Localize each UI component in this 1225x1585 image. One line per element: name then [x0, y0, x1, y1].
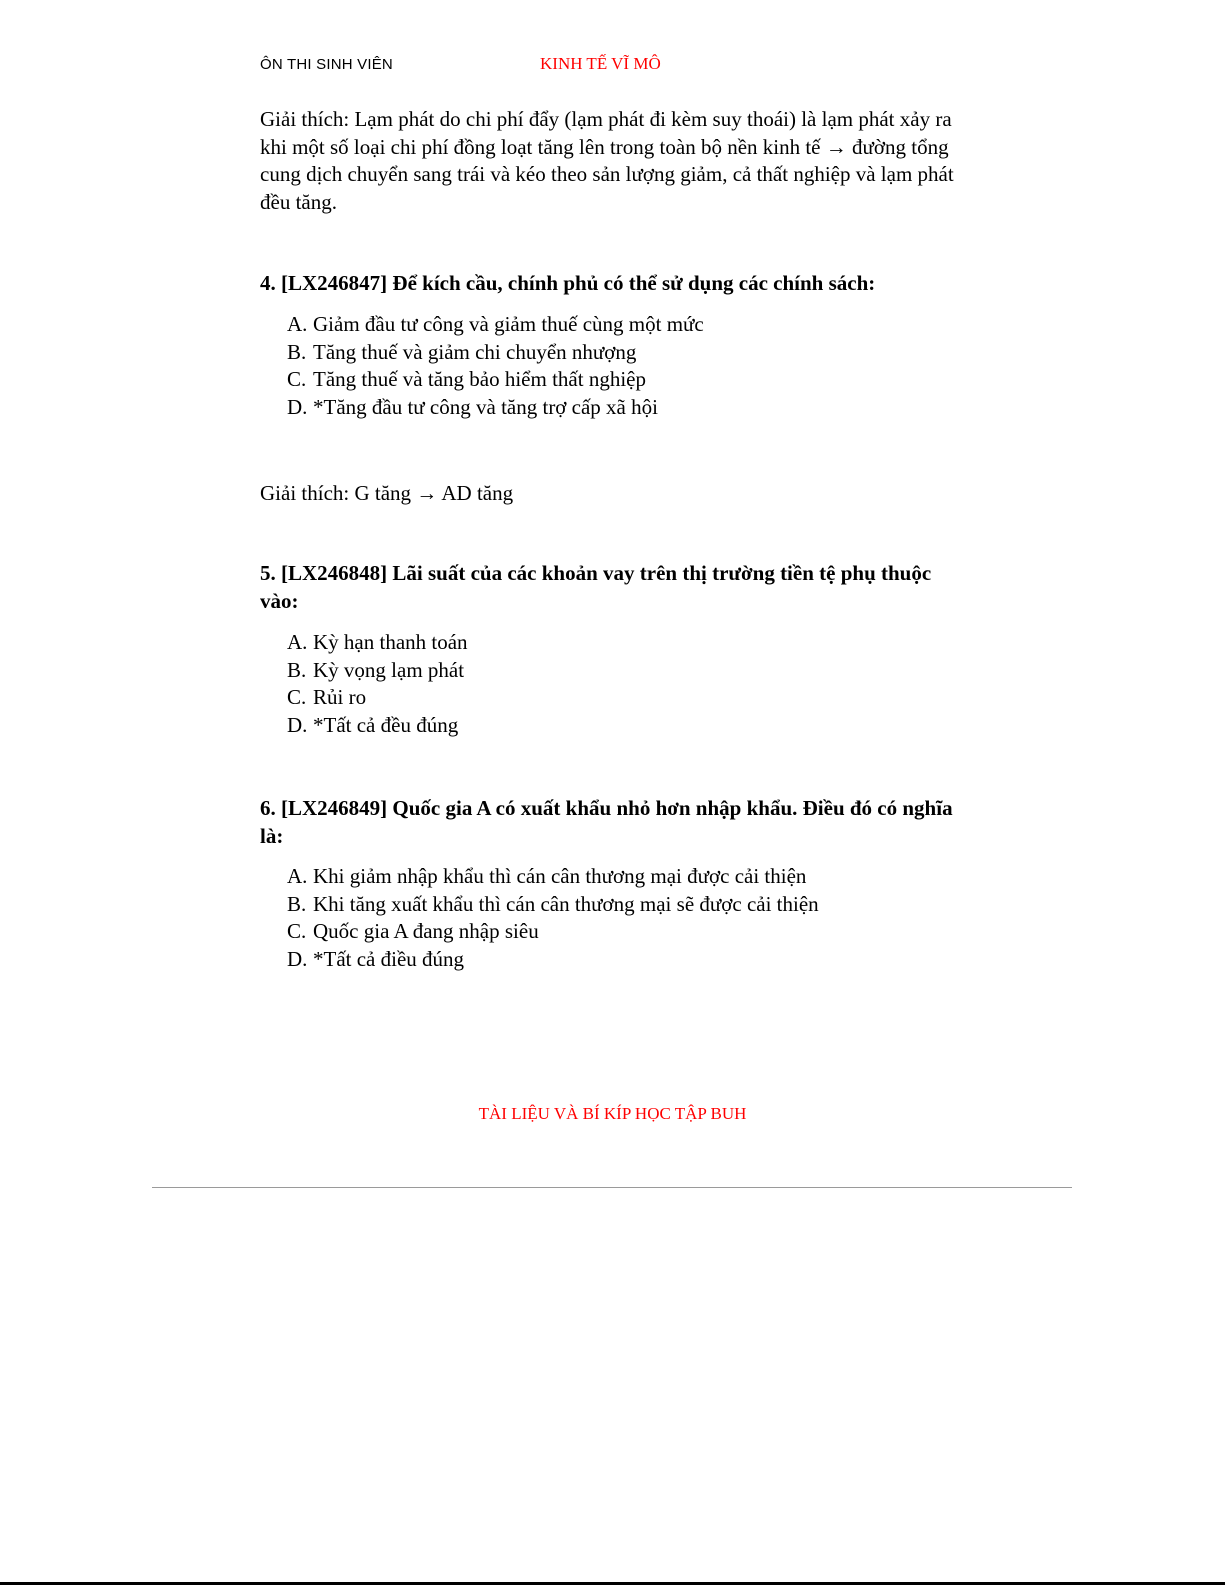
question-6-option-d: D. *Tất cả điều đúng — [287, 946, 465, 971]
question-5-options — [287, 629, 468, 739]
question-5-title: 5. [LX246848] Lãi suất của các khoản vay trên thị trường tiền tệ phụ thuộc vào: — [260, 561, 932, 613]
question-5-option-a: A. Kỳ hạn thanh toán — [287, 630, 468, 654]
intro-explanation: Giải thích: Lạm phát do chi phí đẩy (lạm phát đi kèm suy thoái) là lạm phát xảy ra khi một số loại chi phí đồng loạt tăng lên trong toàn bộ nền kinh tế → đường tổng cung dịch chuyển sang trái và kéo theo sản lượng giảm, cả thất nghiệp và lạm phát đều tăng. — [260, 107, 954, 214]
question-6-options — [287, 863, 819, 973]
footer-divider — [152, 1187, 1072, 1188]
question-4-option-a: A. Giảm đầu tư công và giảm thuế cùng một mức — [287, 312, 704, 336]
question-5-option-d: D. *Tất cả đều đúng — [287, 712, 459, 737]
question-6-option-a: A. Khi giảm nhập khẩu thì cán cân thương mại được cải thiện — [287, 864, 807, 888]
question-4-explanation: Giải thích: G tăng → AD tăng — [260, 481, 514, 505]
question-4-option-b: B. Tăng thuế và giảm chi chuyển nhượng — [287, 339, 637, 364]
question-6-title: 6. [LX246849] Quốc gia A có xuất khẩu nhỏ hơn nhập khẩu. Điều đó có nghĩa là: — [260, 796, 953, 848]
question-6-option-c: C. Quốc gia A đang nhập siêu — [287, 919, 539, 943]
question-5-option-b: B. Kỳ vọng lạm phát — [287, 657, 465, 682]
question-6-option-b: B. Khi tăng xuất khẩu thì cán cân thương mại sẽ được cải thiện — [287, 891, 819, 916]
question-4-options — [287, 311, 704, 421]
header-left-label: ÔN THI SINH VIÊN — [260, 56, 393, 73]
question-5-option-c: C. Rủi ro — [287, 685, 367, 709]
question-4-title: 4. [LX246847] Để kích cầu, chính phủ có thể sử dụng các chính sách: — [260, 271, 876, 295]
question-4-option-d: D. *Tăng đầu tư công và tăng trợ cấp xã hội — [287, 394, 658, 419]
footer-label: TÀI LIỆU VÀ BÍ KÍP HỌC TẬP BUH — [478, 1104, 747, 1123]
header-subject-title: KINH TẾ VĨ MÔ — [540, 54, 661, 73]
question-4-option-c: C. Tăng thuế và tăng bảo hiểm thất nghiệp — [287, 367, 646, 391]
